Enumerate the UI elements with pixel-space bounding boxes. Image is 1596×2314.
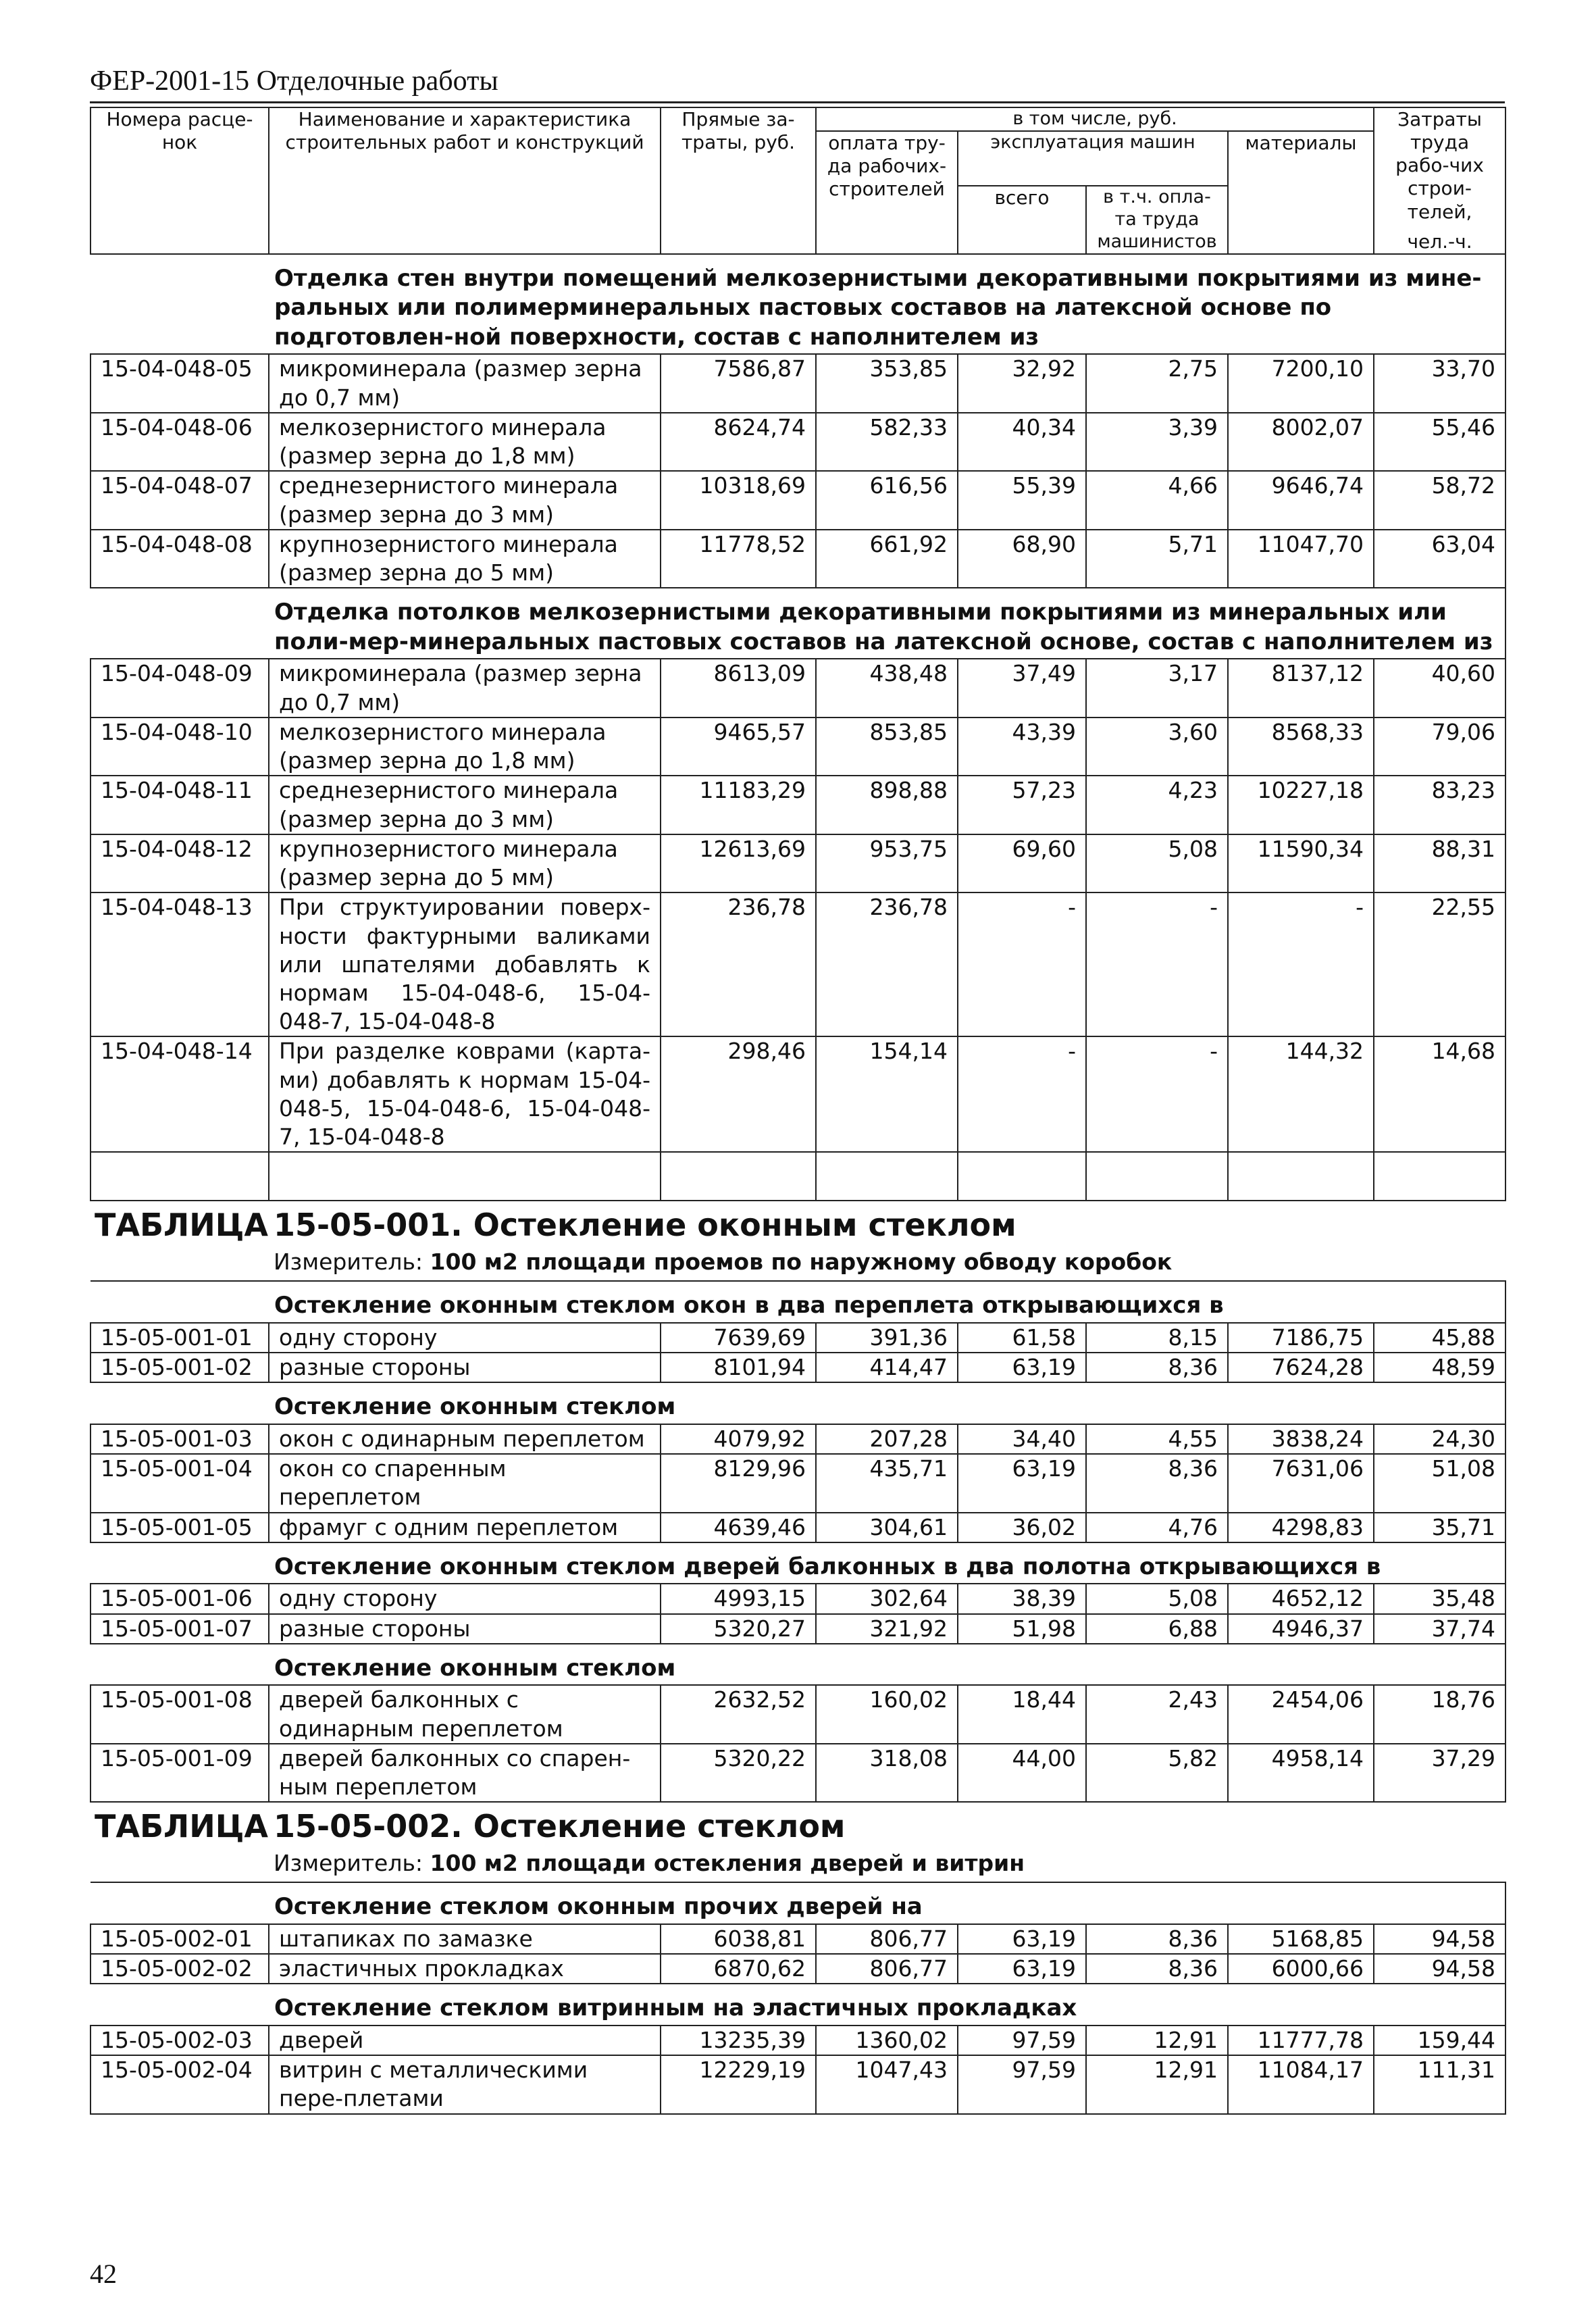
cell-machine-wages: 2,75	[1086, 354, 1228, 412]
cell-materials: 144,32	[1228, 1036, 1374, 1152]
cell-machine-wages: 12,91	[1086, 2055, 1228, 2113]
cell-machines: 61,58	[958, 1323, 1086, 1353]
cell-machines: 97,59	[958, 2055, 1086, 2113]
cell-code: 15-05-001-02	[91, 1353, 269, 1382]
spacer-cell	[958, 1152, 1086, 1201]
cell-wages: 853,85	[816, 718, 958, 776]
cell-direct: 8624,74	[661, 413, 816, 471]
cell-code: 15-05-002-04	[91, 2055, 269, 2113]
section-title: Остекление стеклом оконным прочих дверей на	[269, 1882, 1505, 1924]
cell-machine-wages: 3,17	[1086, 659, 1228, 717]
table-heading	[91, 1201, 1505, 1281]
section-title: Остекление оконным стеклом	[269, 1644, 1505, 1686]
spacer-cell	[269, 1152, 661, 1201]
cell-machine-wages: 4,76	[1086, 1513, 1228, 1542]
cell-code: 15-05-001-07	[91, 1614, 269, 1644]
cell-direct: 12229,19	[661, 2055, 816, 2113]
spacer-cell	[661, 1152, 816, 1201]
cell-machines: 63,19	[958, 1454, 1086, 1512]
cell-direct: 4079,92	[661, 1424, 816, 1454]
cell-machine-wages: 5,08	[1086, 834, 1228, 892]
cell-machines: 38,39	[958, 1584, 1086, 1613]
cell-name: разные стороны	[269, 1614, 661, 1644]
cell-materials: -	[1228, 892, 1374, 1036]
cell-wages: 435,71	[816, 1454, 958, 1512]
cell-direct: 6870,62	[661, 1954, 816, 1984]
cell-machine-wages: 4,66	[1086, 471, 1228, 529]
table-row	[91, 1036, 1505, 1152]
cell-labor: 83,23	[1374, 776, 1505, 834]
cell-machines: 63,19	[958, 1353, 1086, 1382]
cell-machines: 36,02	[958, 1513, 1086, 1542]
section-title-spacer	[91, 254, 269, 355]
section-title-spacer	[91, 588, 269, 659]
section-title: Остекление стеклом витринным на эластичных прокладках	[269, 1984, 1505, 2026]
cell-wages: 898,88	[816, 776, 958, 834]
cell-materials: 8137,12	[1228, 659, 1374, 717]
cell-name: эластичных прокладках	[269, 1954, 661, 1984]
cell-direct: 7586,87	[661, 354, 816, 412]
cell-name: микроминерала (размер зерна до 0,7 мм)	[269, 354, 661, 412]
cell-name: крупнозернистого минерала (размер зерна до 5 мм)	[269, 530, 661, 588]
cell-labor: 111,31	[1374, 2055, 1505, 2113]
cell-materials: 5168,85	[1228, 1924, 1374, 1954]
table-row	[91, 834, 1505, 892]
price-table	[90, 107, 1506, 2115]
cell-materials: 7624,28	[1228, 1353, 1374, 1382]
cell-name: дверей балконных со спарен-ным переплетом	[269, 1744, 661, 1802]
section-title-row	[91, 1644, 1505, 1686]
cell-wages: 616,56	[816, 471, 958, 529]
section-title-spacer	[91, 1882, 269, 1924]
table-row	[91, 1323, 1505, 1353]
table-row	[91, 1685, 1505, 1743]
section-title-spacer	[91, 1644, 269, 1686]
cell-labor: 37,74	[1374, 1614, 1505, 1644]
table-name: 15-05-001. Остекление оконным стеклом	[274, 1207, 1016, 1244]
table-prefix: ТАБЛИЦА	[95, 1808, 269, 1845]
cell-name: фрамуг с одним переплетом	[269, 1513, 661, 1542]
section-title-spacer	[91, 1542, 269, 1584]
table-measure	[91, 1245, 1505, 1280]
cell-machine-wages: 5,71	[1086, 530, 1228, 588]
section-title-row	[91, 1281, 1505, 1323]
table-row	[91, 1424, 1505, 1454]
cell-code: 15-05-001-06	[91, 1584, 269, 1613]
cell-code: 15-04-048-05	[91, 354, 269, 412]
cell-code: 15-04-048-14	[91, 1036, 269, 1152]
cell-machines: 57,23	[958, 776, 1086, 834]
cell-machines: -	[958, 1036, 1086, 1152]
cell-direct: 5320,22	[661, 1744, 816, 1802]
cell-code: 15-05-001-01	[91, 1323, 269, 1353]
cell-name: витрин с металлическими пере-плетами	[269, 2055, 661, 2113]
col-header-direct: Прямые за-траты, руб.	[661, 107, 816, 254]
cell-name: среднезернистого минерала (размер зерна до 3 мм)	[269, 471, 661, 529]
cell-machine-wages: -	[1086, 892, 1228, 1036]
col-header-name: Наименование и характеристика строительных работ и конструкций	[269, 107, 661, 254]
header-row-1	[91, 107, 1505, 131]
cell-machines: 69,60	[958, 834, 1086, 892]
cell-labor: 22,55	[1374, 892, 1505, 1036]
spacer-cell	[1374, 1152, 1505, 1201]
cell-wages: 160,02	[816, 1685, 958, 1743]
col-header-incl: в том числе, руб.	[816, 107, 1374, 131]
cell-machines: 34,40	[958, 1424, 1086, 1454]
section-title-spacer	[91, 1984, 269, 2026]
table-row	[91, 530, 1505, 588]
cell-machine-wages: 8,36	[1086, 1954, 1228, 1984]
cell-direct: 12613,69	[661, 834, 816, 892]
section-title-row	[91, 1382, 1505, 1424]
cell-machine-wages: 4,55	[1086, 1424, 1228, 1454]
col-header-materials: материалы	[1228, 131, 1374, 254]
cell-machine-wages: 3,39	[1086, 413, 1228, 471]
cell-labor: 94,58	[1374, 1954, 1505, 1984]
cell-direct: 8613,09	[661, 659, 816, 717]
cell-labor: 88,31	[1374, 834, 1505, 892]
cell-code: 15-05-002-03	[91, 2026, 269, 2055]
cell-direct: 5320,27	[661, 1614, 816, 1644]
table-prefix: ТАБЛИЦА	[95, 1207, 269, 1244]
cell-materials: 8002,07	[1228, 413, 1374, 471]
table-measure	[91, 1846, 1505, 1882]
table-row	[91, 2055, 1505, 2113]
cell-labor: 35,48	[1374, 1584, 1505, 1613]
section-title: Отделка потолков мелкозернистыми декоративными покрытиями из минеральных или поли-мер-минеральных пастовых составов на латексной основе, состав с наполнителем из	[269, 588, 1505, 659]
cell-direct: 298,46	[661, 1036, 816, 1152]
table-title	[91, 1201, 1505, 1245]
cell-code: 15-05-001-04	[91, 1454, 269, 1512]
cell-code: 15-04-048-11	[91, 776, 269, 834]
table-row	[91, 1353, 1505, 1382]
col-header-labor	[1374, 107, 1505, 254]
cell-name: среднезернистого минерала (размер зерна до 3 мм)	[269, 776, 661, 834]
cell-materials: 9646,74	[1228, 471, 1374, 529]
cell-wages: 304,61	[816, 1513, 958, 1542]
cell-wages: 302,64	[816, 1584, 958, 1613]
col-header-machines: эксплуатация машин	[958, 131, 1228, 186]
cell-direct: 4993,15	[661, 1584, 816, 1613]
cell-machine-wages: 8,36	[1086, 1924, 1228, 1954]
col-header-labor-top: Затраты труда рабо-чих строи-телей,	[1395, 108, 1484, 223]
cell-wages: 353,85	[816, 354, 958, 412]
measure-label: Измеритель:	[274, 1249, 423, 1276]
cell-materials: 7186,75	[1228, 1323, 1374, 1353]
cell-machines: 37,49	[958, 659, 1086, 717]
table-name: 15-05-002. Остекление стеклом	[274, 1808, 846, 1845]
cell-materials: 4946,37	[1228, 1614, 1374, 1644]
cell-labor: 45,88	[1374, 1323, 1505, 1353]
cell-name: штапиках по замазке	[269, 1924, 661, 1954]
cell-direct: 8101,94	[661, 1353, 816, 1382]
cell-labor: 63,04	[1374, 530, 1505, 588]
cell-wages: 391,36	[816, 1323, 958, 1353]
page-header: ФЕР-2001-15 Отделочные работы	[90, 66, 498, 97]
table-row	[91, 413, 1505, 471]
cell-machine-wages: 8,36	[1086, 1454, 1228, 1512]
table-row	[91, 354, 1505, 412]
cell-direct: 2632,52	[661, 1685, 816, 1743]
cell-name: При разделке коврами (карта-ми) добавлять к нормам 15-04-048-5, 15-04-048-6, 15-04-048-7, 15-04-048-8	[269, 1036, 661, 1152]
cell-name: дверей	[269, 2026, 661, 2055]
cell-wages: 438,48	[816, 659, 958, 717]
table-row	[91, 659, 1505, 717]
cell-machine-wages: 8,36	[1086, 1353, 1228, 1382]
cell-machines: 97,59	[958, 2026, 1086, 2055]
cell-materials: 6000,66	[1228, 1954, 1374, 1984]
cell-machines: 18,44	[958, 1685, 1086, 1743]
cell-materials: 3838,24	[1228, 1424, 1374, 1454]
section-title: Остекление оконным стеклом дверей балконных в два полотна открывающихся в	[269, 1542, 1505, 1584]
cell-materials: 10227,18	[1228, 776, 1374, 834]
table-title	[91, 1803, 1505, 1846]
cell-machine-wages: 5,08	[1086, 1584, 1228, 1613]
cell-name: микроминерала (размер зерна до 0,7 мм)	[269, 659, 661, 717]
cell-materials: 4652,12	[1228, 1584, 1374, 1613]
cell-materials: 11590,34	[1228, 834, 1374, 892]
cell-machine-wages: 6,88	[1086, 1614, 1228, 1644]
col-header-total: всего	[958, 186, 1086, 254]
cell-code: 15-05-001-09	[91, 1744, 269, 1802]
cell-labor: 159,44	[1374, 2026, 1505, 2055]
cell-labor: 14,68	[1374, 1036, 1505, 1152]
cell-labor: 33,70	[1374, 354, 1505, 412]
section-title-spacer	[91, 1382, 269, 1424]
cell-machine-wages: 3,60	[1086, 718, 1228, 776]
cell-wages: 321,92	[816, 1614, 958, 1644]
cell-wages: 414,47	[816, 1353, 958, 1382]
cell-direct: 11183,29	[661, 776, 816, 834]
section-title-spacer	[91, 1281, 269, 1323]
section-title-row	[91, 1542, 1505, 1584]
cell-direct: 11778,52	[661, 530, 816, 588]
col-header-mach-wages: в т.ч. опла-та труда машинистов	[1086, 186, 1228, 254]
table-body	[91, 107, 1505, 2114]
cell-materials: 2454,06	[1228, 1685, 1374, 1743]
cell-name: мелкозернистого минерала (размер зерна до 1,8 мм)	[269, 718, 661, 776]
cell-wages: 953,75	[816, 834, 958, 892]
cell-machines: 63,19	[958, 1954, 1086, 1984]
cell-machines: 32,92	[958, 354, 1086, 412]
table-row	[91, 1924, 1505, 1954]
cell-machines: 43,39	[958, 718, 1086, 776]
cell-code: 15-04-048-09	[91, 659, 269, 717]
cell-materials: 11084,17	[1228, 2055, 1374, 2113]
cell-machines: 55,39	[958, 471, 1086, 529]
cell-name: одну сторону	[269, 1323, 661, 1353]
cell-wages: 806,77	[816, 1924, 958, 1954]
cell-machines: 51,98	[958, 1614, 1086, 1644]
cell-direct: 9465,57	[661, 718, 816, 776]
table-row	[91, 471, 1505, 529]
measure-value: 100 м2 площади проемов по наружному обводу коробок	[430, 1249, 1173, 1276]
table-row	[91, 1744, 1505, 1802]
cell-code: 15-04-048-13	[91, 892, 269, 1036]
cell-name: разные стороны	[269, 1353, 661, 1382]
cell-direct: 7639,69	[661, 1323, 816, 1353]
cell-machines: 44,00	[958, 1744, 1086, 1802]
cell-code: 15-05-002-01	[91, 1924, 269, 1954]
cell-wages: 207,28	[816, 1424, 958, 1454]
cell-code: 15-04-048-12	[91, 834, 269, 892]
cell-labor: 40,60	[1374, 659, 1505, 717]
cell-labor: 37,29	[1374, 1744, 1505, 1802]
cell-machines: 68,90	[958, 530, 1086, 588]
measure-label: Измеритель:	[274, 1850, 423, 1877]
table-row	[91, 892, 1505, 1036]
cell-name: окон со спаренным переплетом	[269, 1454, 661, 1512]
spacer-cell	[1228, 1152, 1374, 1201]
cell-code: 15-04-048-08	[91, 530, 269, 588]
table-row	[91, 718, 1505, 776]
cell-labor: 24,30	[1374, 1424, 1505, 1454]
cell-name: мелкозернистого минерала (размер зерна до 1,8 мм)	[269, 413, 661, 471]
cell-materials: 4298,83	[1228, 1513, 1374, 1542]
cell-wages: 1360,02	[816, 2026, 958, 2055]
section-title-row	[91, 1882, 1505, 1924]
section-title: Остекление оконным стеклом	[269, 1382, 1505, 1424]
col-header-code: Номера расце-нок	[91, 107, 269, 254]
cell-machines: 63,19	[958, 1924, 1086, 1954]
cell-name: крупнозернистого минерала (размер зерна до 5 мм)	[269, 834, 661, 892]
cell-wages: 661,92	[816, 530, 958, 588]
measure-value: 100 м2 площади остекления дверей и витрин	[430, 1850, 1025, 1877]
cell-machines: -	[958, 892, 1086, 1036]
cell-labor: 35,71	[1374, 1513, 1505, 1542]
cell-wages: 318,08	[816, 1744, 958, 1802]
col-header-labor-unit: чел.-ч.	[1407, 230, 1472, 253]
cell-name: окон с одинарным переплетом	[269, 1424, 661, 1454]
cell-materials: 7631,06	[1228, 1454, 1374, 1512]
cell-materials: 11047,70	[1228, 530, 1374, 588]
table-row	[91, 1454, 1505, 1512]
cell-direct: 10318,69	[661, 471, 816, 529]
spacer-cell	[1086, 1152, 1228, 1201]
table-row	[91, 1584, 1505, 1613]
spacer-cell	[91, 1152, 269, 1201]
cell-code: 15-05-001-03	[91, 1424, 269, 1454]
section-title-row	[91, 1984, 1505, 2026]
cell-code: 15-05-001-08	[91, 1685, 269, 1743]
cell-code: 15-05-002-02	[91, 1954, 269, 1984]
table-row	[91, 776, 1505, 834]
cell-code: 15-04-048-10	[91, 718, 269, 776]
cell-machine-wages: 5,82	[1086, 1744, 1228, 1802]
table-row	[91, 1614, 1505, 1644]
table-row	[91, 1954, 1505, 1984]
cell-name: дверей балконных с одинарным переплетом	[269, 1685, 661, 1743]
spacer-cell	[816, 1152, 958, 1201]
cell-direct: 236,78	[661, 892, 816, 1036]
cell-labor: 79,06	[1374, 718, 1505, 776]
table-heading-row	[91, 1802, 1505, 1882]
page-number: 42	[90, 2259, 117, 2289]
table-row	[91, 1513, 1505, 1542]
section-title-row	[91, 588, 1505, 659]
section-title: Отделка стен внутри помещений мелкозернистыми декоративными покрытиями из мине-ральных или полимерминеральных пастовых составов на латексной основе по подготовлен-ной поверхности, состав с наполнителем из	[269, 254, 1505, 355]
cell-direct: 8129,96	[661, 1454, 816, 1512]
cell-name: одну сторону	[269, 1584, 661, 1613]
cell-labor: 94,58	[1374, 1924, 1505, 1954]
cell-code: 15-04-048-07	[91, 471, 269, 529]
cell-labor: 55,46	[1374, 413, 1505, 471]
table-heading	[91, 1802, 1505, 1882]
cell-machine-wages: 12,91	[1086, 2026, 1228, 2055]
table-row	[91, 2026, 1505, 2055]
section-title: Остекление оконным стеклом окон в два переплета открывающихся в	[269, 1281, 1505, 1323]
cell-wages: 154,14	[816, 1036, 958, 1152]
section-title-row	[91, 254, 1505, 355]
cell-name: При структуировании поверх-ности фактурными валиками или шпателями добавлять к нормам 15-04-048-6, 15-04-048-7, 15-04-048-8	[269, 892, 661, 1036]
cell-labor: 48,59	[1374, 1353, 1505, 1382]
cell-code: 15-04-048-06	[91, 413, 269, 471]
cell-wages: 806,77	[816, 1954, 958, 1984]
cell-code: 15-05-001-05	[91, 1513, 269, 1542]
cell-materials: 7200,10	[1228, 354, 1374, 412]
cell-machine-wages: -	[1086, 1036, 1228, 1152]
cell-machines: 40,34	[958, 413, 1086, 471]
cell-materials: 4958,14	[1228, 1744, 1374, 1802]
cell-materials: 11777,78	[1228, 2026, 1374, 2055]
col-header-wages: оплата тру-да рабочих-строителей	[816, 131, 958, 254]
cell-direct: 4639,46	[661, 1513, 816, 1542]
table-heading-row	[91, 1201, 1505, 1281]
cell-labor: 18,76	[1374, 1685, 1505, 1743]
cell-machine-wages: 8,15	[1086, 1323, 1228, 1353]
cell-machine-wages: 4,23	[1086, 776, 1228, 834]
cell-labor: 51,08	[1374, 1454, 1505, 1512]
cell-wages: 582,33	[816, 413, 958, 471]
cell-direct: 13235,39	[661, 2026, 816, 2055]
cell-materials: 8568,33	[1228, 718, 1374, 776]
cell-wages: 236,78	[816, 892, 958, 1036]
cell-direct: 6038,81	[661, 1924, 816, 1954]
header-rule	[90, 101, 1505, 103]
cell-machine-wages: 2,43	[1086, 1685, 1228, 1743]
cell-wages: 1047,43	[816, 2055, 958, 2113]
cell-labor: 58,72	[1374, 471, 1505, 529]
spacer-row	[91, 1152, 1505, 1201]
